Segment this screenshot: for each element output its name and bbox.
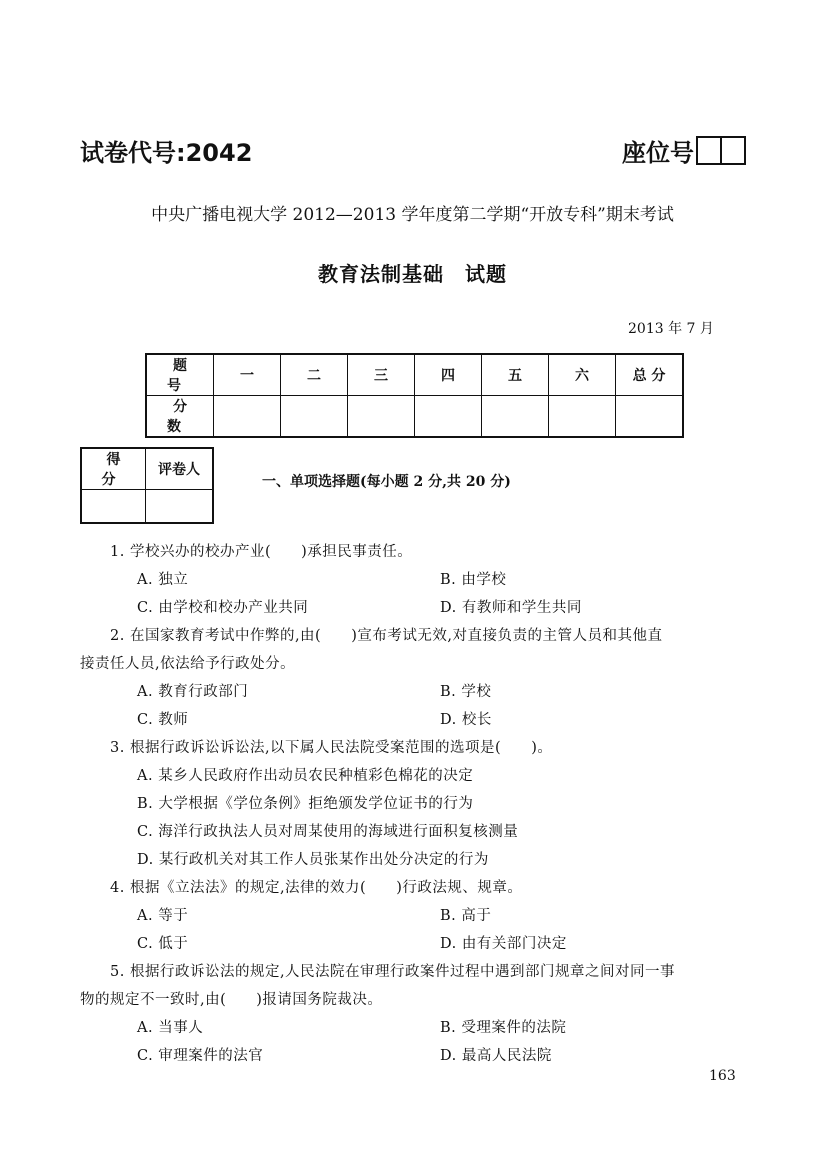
q1-option-c: C. 由学校和校办产业共同 bbox=[137, 600, 309, 616]
seat-box-2 bbox=[722, 136, 746, 165]
question-5-line-1: 5. 根据行政诉讼法的规定,人民法院在审理行政案件过程中遇到部门规章之间对同一事 bbox=[110, 964, 676, 980]
score-col-2: 二 bbox=[281, 354, 348, 396]
q3-option-c: C. 海洋行政执法人员对周某使用的海域进行面积复核测量 bbox=[137, 824, 519, 840]
grader-name-label: 评卷人 bbox=[146, 448, 214, 490]
q1-option-b: B. 由学校 bbox=[440, 572, 507, 588]
question-2-line-2: 接责任人员,依法给予行政处分。 bbox=[80, 656, 296, 672]
score-row2-label: 分 数 bbox=[146, 396, 214, 438]
exam-date: 2013 年 7 月 bbox=[628, 321, 714, 337]
grader-name-cell bbox=[146, 490, 214, 524]
exam-title: 教育法制基础 试题 bbox=[318, 262, 507, 286]
page-number: 163 bbox=[709, 1068, 736, 1084]
score-col-5: 五 bbox=[482, 354, 549, 396]
q2-option-c: C. 教师 bbox=[137, 712, 189, 728]
q4-option-d: D. 由有关部门决定 bbox=[440, 936, 567, 952]
score-col-3: 三 bbox=[348, 354, 415, 396]
score-cell bbox=[616, 396, 684, 438]
question-4: 4. 根据《立法法》的规定,法律的效力( )行政法规、规章。 bbox=[110, 880, 523, 896]
score-col-1: 一 bbox=[214, 354, 281, 396]
seat-label: 座位号 bbox=[622, 139, 694, 167]
q3-option-a: A. 某乡人民政府作出动员农民种植彩色棉花的决定 bbox=[137, 768, 474, 784]
section-heading: 一、单项选择题(每小题 2 分,共 20 分) bbox=[262, 474, 511, 490]
score-cell bbox=[482, 396, 549, 438]
score-cell bbox=[348, 396, 415, 438]
question-2-line-1: 2. 在国家教育考试中作弊的,由( )宣布考试无效,对直接负责的主管人员和其他直 bbox=[110, 628, 663, 644]
score-col-4: 四 bbox=[415, 354, 482, 396]
q4-option-c: C. 低于 bbox=[137, 936, 189, 952]
q4-option-b: B. 高于 bbox=[440, 908, 492, 924]
seat-number bbox=[622, 133, 746, 168]
seat-boxes bbox=[696, 136, 746, 165]
q2-option-a: A. 教育行政部门 bbox=[137, 684, 249, 700]
q5-option-c: C. 审理案件的法官 bbox=[137, 1048, 264, 1064]
grader-score-cell bbox=[81, 490, 146, 524]
seat-box-1 bbox=[696, 136, 722, 165]
q5-option-d: D. 最高人民法院 bbox=[440, 1048, 552, 1064]
score-cell bbox=[281, 396, 348, 438]
q5-option-b: B. 受理案件的法院 bbox=[440, 1020, 567, 1036]
score-cell bbox=[549, 396, 616, 438]
paper-code: 试卷代号:2042 bbox=[80, 139, 253, 167]
q1-option-d: D. 有教师和学生共同 bbox=[440, 600, 582, 616]
q5-option-a: A. 当事人 bbox=[137, 1020, 204, 1036]
university-line: 中央广播电视大学 2012—2013 学年度第二学期“开放专科”期末考试 bbox=[151, 205, 674, 225]
score-cell bbox=[214, 396, 281, 438]
q4-option-a: A. 等于 bbox=[137, 908, 189, 924]
score-table-header-row bbox=[146, 354, 683, 396]
score-col-6: 六 bbox=[549, 354, 616, 396]
q3-option-b: B. 大学根据《学位条例》拒绝颁发学位证书的行为 bbox=[137, 796, 474, 812]
q2-option-d: D. 校长 bbox=[440, 712, 492, 728]
score-col-total: 总 分 bbox=[616, 354, 684, 396]
score-table-value-row bbox=[146, 396, 683, 438]
question-1: 1. 学校兴办的校办产业( )承担民事责任。 bbox=[110, 544, 413, 560]
question-3: 3. 根据行政诉讼诉讼法,以下属人民法院受案范围的选项是( )。 bbox=[110, 740, 553, 756]
question-5-line-2: 物的规定不一致时,由( )报请国务院裁决。 bbox=[80, 992, 383, 1008]
score-row1-label: 题 号 bbox=[146, 354, 214, 396]
q2-option-b: B. 学校 bbox=[440, 684, 492, 700]
q3-option-d: D. 某行政机关对其工作人员张某作出处分决定的行为 bbox=[137, 852, 489, 868]
q1-option-a: A. 独立 bbox=[137, 572, 189, 588]
grader-box bbox=[80, 447, 214, 524]
grader-score-label: 得 分 bbox=[81, 448, 146, 490]
score-cell bbox=[415, 396, 482, 438]
score-table bbox=[145, 353, 684, 438]
